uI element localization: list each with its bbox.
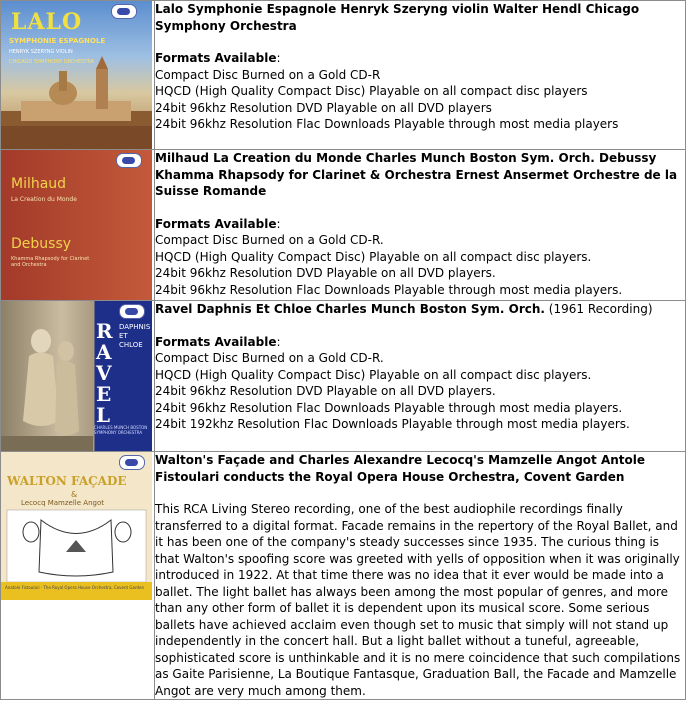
format-item: 24bit 96khz Resolution Flac Downloads Playable through most media players. xyxy=(155,400,623,415)
formats-heading xyxy=(155,216,685,233)
album-title[interactable]: Walton's Façade and Charles Alexandre Lecocq's Mamzelle Angot Antole Fistoulari conducts the Royal Opera House Orchestra, Covent Garden xyxy=(155,453,646,484)
stage-illustration xyxy=(1,452,152,600)
format-item: 24bit 96khz Resolution DVD Playable on all DVD players. xyxy=(155,384,496,398)
album-row-milhaud xyxy=(1,150,686,301)
album-info-walton xyxy=(155,452,686,700)
format-item: 24bit 192khz Resolution Flac Downloads Playable through most media players. xyxy=(155,417,630,431)
formats-label: Formats Available xyxy=(155,51,277,65)
cover-cell xyxy=(1,150,155,301)
cover-title: WALTON FAÇADE xyxy=(7,474,127,488)
album-title-line xyxy=(155,301,685,318)
cover-cell xyxy=(1,452,155,700)
cover-subtitle-2: Khamma Rhapsody for Clarinet and Orchestra xyxy=(11,256,90,268)
cover-credits: Anatole Fistoulari · The Royal Opera House Orchestra, Covent Garden xyxy=(5,585,145,590)
album-info-ravel xyxy=(155,301,686,452)
format-item: Compact Disc Burned on a Gold CD-R xyxy=(155,67,381,82)
cover-orchestra: CHICAGO SYMPHONY ORCHESTRA xyxy=(9,59,95,65)
album-cover-milhaud[interactable] xyxy=(1,150,152,300)
album-cover-ravel[interactable] xyxy=(1,301,152,451)
cover-cell xyxy=(1,301,155,452)
formats-heading xyxy=(155,50,685,67)
album-title[interactable]: Milhaud La Creation du Monde Charles Munch Boston Sym. Orch. Debussy Khamma Rhapsody for Clarinet & Orchestra Ernest Ansermet Orchestre de la Suisse Romande xyxy=(155,151,678,198)
album-row-lalo xyxy=(1,1,686,150)
album-title[interactable]: Ravel Daphnis Et Chloe Charles Munch Boston Sym. Orch. xyxy=(155,302,545,316)
cover-subtitle: DAPHNIS ET CHLOE xyxy=(119,323,151,349)
statue-illustration xyxy=(1,301,93,451)
album-info-milhaud xyxy=(155,150,686,301)
album-title-note: (1961 Recording) xyxy=(544,302,653,316)
format-item: HQCD (High Quality Compact Disc) Playable on all compact disc players. xyxy=(155,249,592,264)
formats-colon: : xyxy=(276,216,281,231)
album-info-lalo xyxy=(155,1,686,150)
album-description: This RCA Living Stereo recording, one of the best audiophile recordings finally transferred to a digital format. Facade remains in the repertory of the Royal Ballet, and it has been one of the company's steady successes since 1935. The curious thing is that Walton's spoofing score was greeted with yells of opposition when it was originally introduced in 1922. At that time there was no idea that it ever would be made into a ballet. The light ballet has always been among the most popular of genres, and more than any other form of ballet it is dependent upon its musical score. Some serious ballets have achieved acclaim even though set to music that simply will not stand up independently in the concert hall. But a light ballet without a tuneful, agreeable, sophisticated score is unthinkable and it is no mere coincidence that such compilations as Gaite Parisienne, La Boutique Fantasque, Graduation Ball, the Facade and Mamzelle Angot are very much among them. xyxy=(155,502,681,698)
format-item: 24bit 96khz Resolution DVD Playable on all DVD players xyxy=(155,100,492,115)
cover-title: RAVEL xyxy=(96,319,113,427)
format-item: 24bit 96khz Resolution DVD Playable on all DVD players. xyxy=(155,266,496,280)
cover-title: Milhaud xyxy=(11,176,67,192)
cover-title: LALO xyxy=(11,9,83,35)
cover-subtitle: Lecocq Mamzelle Angot xyxy=(21,499,104,507)
album-cover-lalo[interactable] xyxy=(1,1,152,149)
cover-ampersand: & xyxy=(71,490,78,499)
cover-cell xyxy=(1,1,155,150)
format-item: Compact Disc Burned on a Gold CD-R. xyxy=(155,351,384,365)
cover-subtitle: SYMPHONIE ESPAGNOLE xyxy=(9,37,106,45)
album-row-ravel xyxy=(1,301,686,452)
cathedral-illustration xyxy=(1,1,152,149)
label-logo-icon xyxy=(119,304,145,319)
album-title[interactable]: Lalo Symphonie Espagnole Henryk Szeryng violin Walter Hendl Chicago Symphony Orchestra xyxy=(155,2,640,33)
album-cover-walton[interactable] xyxy=(1,452,152,600)
formats-label: Formats Available xyxy=(155,216,277,231)
format-item: 24bit 96khz Resolution Flac Downloads Playable through most media players. xyxy=(155,282,623,297)
cover-subtitle: La Creation du Monde xyxy=(11,196,77,203)
format-item: HQCD (High Quality Compact Disc) Playable on all compact disc players xyxy=(155,84,588,98)
formats-label: Formats Available xyxy=(155,334,277,349)
format-item: 24bit 96khz Resolution Flac Downloads Playable through most media players xyxy=(155,117,619,131)
cover-artist: CHARLES MUNCH BOSTON SYMPHONY ORCHESTRA xyxy=(94,425,148,435)
cover-title-2: Debussy xyxy=(11,236,72,252)
format-item: Compact Disc Burned on a Gold CD-R. xyxy=(155,233,384,247)
album-row-walton xyxy=(1,452,686,700)
format-item: HQCD (High Quality Compact Disc) Playable on all compact disc players. xyxy=(155,367,592,382)
formats-colon: : xyxy=(276,334,281,349)
cover-artist: HENRYK SZERYNG VIOLIN xyxy=(9,49,73,55)
formats-heading xyxy=(155,334,685,351)
label-logo-icon xyxy=(116,153,142,168)
formats-colon: : xyxy=(276,51,281,65)
